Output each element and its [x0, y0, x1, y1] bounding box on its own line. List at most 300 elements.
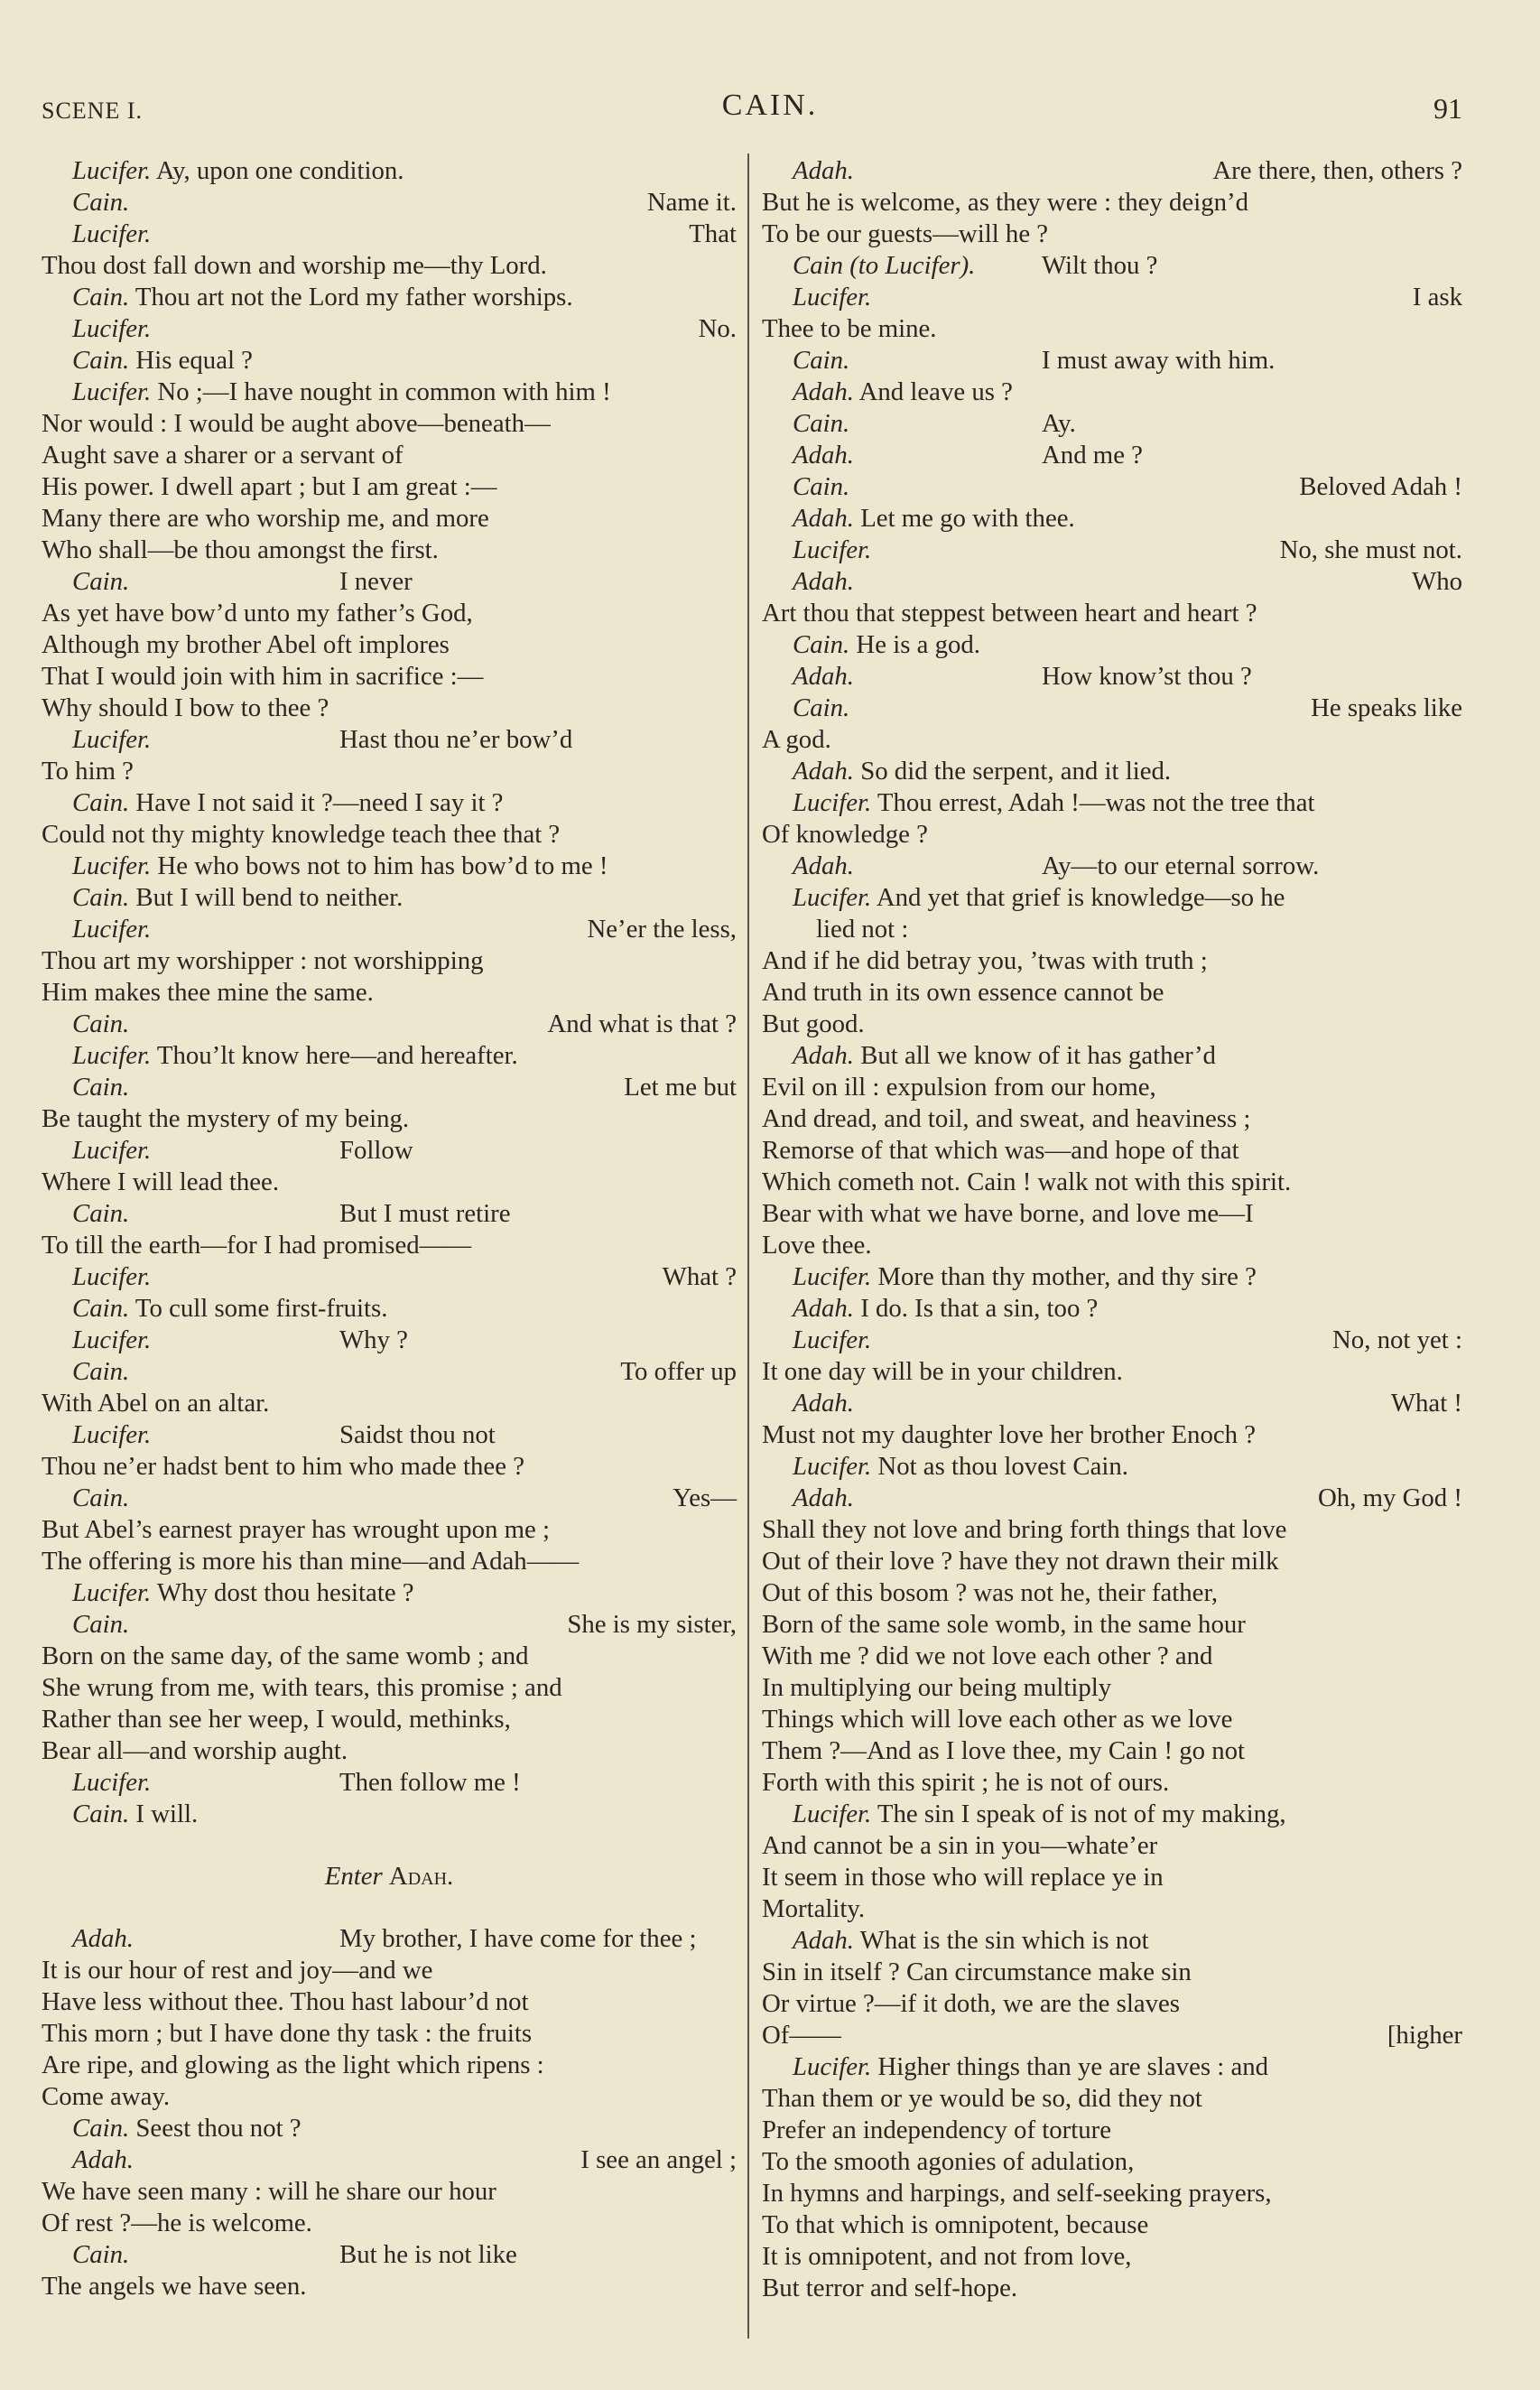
verse-text: What is the sin which is not: [854, 1926, 1149, 1955]
verse-line: [762, 2273, 1462, 2304]
verse-line: [42, 787, 737, 819]
verse-line: [762, 2241, 1462, 2273]
verse-text: Of knowledge ?: [762, 820, 928, 849]
verse-line: [762, 1230, 1462, 1261]
verse-text: And cannot be a sin in you—whate’er: [762, 1831, 1158, 1860]
speaker-name: Cain.: [72, 1799, 130, 1828]
verse-line: [42, 2176, 737, 2208]
verse-text: Which cometh not. Cain ! walk not with this spirit.: [762, 1167, 1292, 1196]
verse-text: Thee to be mine.: [762, 314, 937, 343]
page-title: CAIN.: [721, 88, 819, 122]
verse-text: Have less without thee. Thou hast labour’d not: [42, 1987, 529, 2016]
verse-line: [762, 851, 1462, 882]
verse-line: [42, 1609, 737, 1641]
verse-line: [762, 629, 1462, 661]
speaker-name: Lucifer.: [72, 1041, 152, 1070]
verse-text: Are ripe, and glowing as the light which ripens :: [42, 2051, 544, 2079]
verse-text: Prefer an independency of torture: [762, 2116, 1111, 2144]
speaker-name: Lucifer.: [72, 314, 152, 343]
verse-line: [42, 819, 737, 851]
speaker-name: Adah.: [793, 1483, 854, 1512]
verse-line: [42, 1641, 737, 1672]
verse-line: [42, 2018, 737, 2050]
verse-line: [762, 1103, 1462, 1135]
verse-text: The angels we have seen.: [42, 2272, 307, 2301]
verse-line: [42, 1986, 737, 2018]
verse-text: He who bows not to him has bow’d to me !: [151, 851, 608, 880]
speaker-name: Cain.: [72, 1199, 130, 1228]
speaker-name: Cain.: [72, 1294, 130, 1323]
verse-text-continued: Follow: [339, 1136, 413, 1165]
verse-text: To the smooth agonies of adulation,: [762, 2147, 1135, 2176]
page-number: 91: [1433, 92, 1462, 125]
verse-line: [762, 1609, 1462, 1641]
verse-text: Nor would : I would be aught above—beneath—: [42, 409, 551, 438]
verse-text-continued: My brother, I have come for thee ;: [339, 1924, 697, 1953]
verse-line: [762, 1830, 1462, 1862]
verse-line: [42, 2208, 737, 2239]
verse-text: I will.: [129, 1799, 199, 1828]
verse-line: [762, 187, 1462, 219]
verse-line: [762, 282, 1462, 313]
speaker-name: Lucifer.: [72, 156, 152, 185]
verse-line: [42, 440, 737, 471]
verse-text: She wrung from me, with tears, this promise ; and: [42, 1673, 562, 1702]
verse-line: [762, 1514, 1462, 1546]
verse-line: [42, 471, 737, 503]
verse-text: Seest thou not ?: [129, 2114, 302, 2143]
verse-line: [762, 693, 1462, 724]
verse-line: [42, 1388, 737, 1419]
verse-text-continued: Then follow me !: [339, 1768, 521, 1797]
verse-line: [762, 250, 1462, 282]
stage-verb: Enter: [324, 1862, 383, 1891]
speaker-name: Lucifer.: [72, 915, 152, 944]
verse-line: [42, 1072, 737, 1103]
speaker-name: Lucifer.: [72, 1578, 152, 1607]
verse-line: [762, 155, 1462, 187]
verse-line: [762, 1356, 1462, 1388]
verse-text: Where I will lead thee.: [42, 1167, 280, 1196]
speaker-name: Adah.: [72, 2145, 134, 2174]
verse-line: [762, 1988, 1462, 2020]
speaker-name: Cain.: [793, 472, 850, 501]
speaker-name: Cain.: [72, 188, 130, 217]
verse-text-continued: No, not yet :: [1332, 1325, 1462, 1354]
verse-text: It seem in those who will replace ye in: [762, 1863, 1164, 1892]
verse-line: [42, 1955, 737, 1986]
verse-text: Born of the same sole womb, in the same hour: [762, 1610, 1246, 1639]
verse-line: [762, 724, 1462, 756]
verse-line: [762, 1577, 1462, 1609]
verse-text: Remorse of that which was—and hope of that: [762, 1136, 1239, 1165]
verse-text: Must not my daughter love her brother Enoch ?: [762, 1420, 1257, 1449]
speaker-name: Cain.: [793, 409, 850, 438]
verse-line: [42, 1261, 737, 1293]
speaker-name: Cain.: [72, 883, 130, 912]
verse-line: [42, 1514, 737, 1546]
speaker-name: Adah.: [793, 851, 854, 880]
verse-text: Shall they not love and bring forth things that love: [762, 1515, 1287, 1544]
speaker-name: Lucifer.: [793, 1452, 872, 1481]
verse-line: [42, 155, 737, 187]
verse-text: Born on the same day, of the same womb ; and: [42, 1641, 529, 1670]
verse-line: [42, 1577, 737, 1609]
verse-line: [42, 882, 737, 914]
verse-text: Thou art my worshipper : not worshipping: [42, 946, 484, 975]
speaker-name: Adah.: [793, 1389, 854, 1418]
verse-line: [42, 1799, 737, 1830]
verse-line: [42, 693, 737, 724]
verse-line: [762, 313, 1462, 345]
verse-text-continued: He speaks like: [1311, 693, 1462, 722]
verse-text: So did the serpent, and it lied.: [854, 757, 1172, 786]
verse-line: [762, 945, 1462, 977]
verse-line: [42, 313, 737, 345]
verse-line: [762, 377, 1462, 408]
verse-line: [42, 977, 737, 1009]
verse-line: [762, 1167, 1462, 1198]
verse-line: [42, 2050, 737, 2081]
verse-line: [762, 977, 1462, 1009]
speaker-name: Cain (to Lucifer).: [793, 251, 976, 280]
verse-text: Why should I bow to thee ?: [42, 693, 329, 722]
verse-text: Thou’lt know here—and hereafter.: [151, 1041, 518, 1070]
verse-text-continued: How know’st thou ?: [1042, 662, 1252, 691]
verse-text: Although my brother Abel oft implores: [42, 630, 450, 659]
verse-line: [762, 2083, 1462, 2115]
verse-line: [42, 566, 737, 598]
verse-line: [762, 1483, 1462, 1514]
verse-text-continued: No.: [698, 314, 737, 343]
verse-line: [762, 1546, 1462, 1577]
verse-line: [762, 882, 1462, 914]
column-divider: [747, 153, 749, 2339]
verse-text-continued: That: [689, 219, 737, 248]
spacer: [42, 1892, 737, 1923]
verse-line: [762, 219, 1462, 250]
verse-text: Many there are who worship me, and more: [42, 504, 489, 533]
verse-text: Out of their love ? have they not drawn their milk: [762, 1547, 1279, 1576]
verse-line: [762, 1135, 1462, 1167]
verse-line: [762, 1040, 1462, 1072]
verse-line: [42, 503, 737, 535]
verse-text: And leave us ?: [854, 377, 1013, 406]
verse-line: [42, 1419, 737, 1451]
verse-line: [762, 2051, 1462, 2083]
verse-line: [42, 724, 737, 756]
verse-line: [762, 1009, 1462, 1040]
verse-text: To cull some first-fruits.: [129, 1294, 388, 1323]
speaker-name: Adah.: [793, 662, 854, 691]
verse-line: [762, 2178, 1462, 2209]
verse-text: But I will bend to neither.: [129, 883, 404, 912]
verse-text: The sin I speak of is not of my making,: [871, 1799, 1286, 1828]
verse-line: [762, 1293, 1462, 1325]
speaker-name: Cain.: [72, 1610, 130, 1639]
speaker-name: Lucifer.: [72, 851, 152, 880]
verse-text-continued: Ay.: [1042, 409, 1076, 438]
verse-text-continued: Saidst thou not: [339, 1420, 496, 1449]
verse-text: In multiplying our being multiply: [762, 1673, 1112, 1702]
verse-line: [42, 282, 737, 313]
verse-text: To that which is omnipotent, because: [762, 2210, 1149, 2239]
verse-text: Evil on ill : expulsion from our home,: [762, 1073, 1156, 1102]
verse-line: [762, 408, 1462, 440]
verse-line: [42, 535, 737, 566]
verse-line: [762, 566, 1462, 598]
verse-line: [762, 2209, 1462, 2241]
speaker-name: Cain.: [72, 283, 130, 312]
verse-line: [42, 1040, 737, 1072]
speaker-name: Adah.: [793, 1926, 854, 1955]
verse-text-continued: Name it.: [646, 188, 737, 217]
speaker-name: Lucifer.: [793, 883, 872, 912]
verse-text: To him ?: [42, 757, 134, 786]
verse-line: [762, 440, 1462, 471]
speaker-name: Cain.: [72, 1009, 130, 1038]
verse-line: [42, 1230, 737, 1261]
verse-text: I do. Is that a sin, too ?: [854, 1294, 1099, 1323]
verse-text-continued: Ne’er the less,: [587, 915, 737, 944]
verse-text-continued: I see an angel ;: [580, 2145, 737, 2174]
verse-text: Bear with what we have borne, and love me—I: [762, 1199, 1254, 1228]
verse-text-continued: No, she must not.: [1279, 535, 1462, 564]
verse-line: [42, 1451, 737, 1483]
speaker-name: Lucifer.: [72, 1262, 152, 1291]
verse-line: [762, 1072, 1462, 1103]
verse-text: Thou errest, Adah !—was not the tree that: [871, 788, 1315, 817]
verse-line: [42, 945, 737, 977]
speaker-name: Lucifer.: [793, 788, 872, 817]
verse-text-continued: Beloved Adah !: [1299, 472, 1462, 501]
verse-text: As yet have bow’d unto my father’s God,: [42, 599, 473, 628]
verse-text: This morn ; but I have done thy task : the fruits: [42, 2019, 533, 2048]
verse-line: [762, 1419, 1462, 1451]
speaker-name: Lucifer.: [793, 535, 872, 564]
verse-text-continued: I never: [339, 567, 413, 596]
verse-text: Or virtue ?—if it doth, we are the slaves: [762, 1989, 1180, 2018]
verse-text: No ;—I have nought in common with him !: [151, 377, 611, 406]
verse-text: lied not :: [816, 915, 909, 944]
verse-line: [42, 1546, 737, 1577]
verse-text-continued: [higher: [1387, 2021, 1462, 2050]
verse-text-continued: What !: [1390, 1389, 1462, 1418]
verse-line: [42, 1009, 737, 1040]
verse-line: [762, 2115, 1462, 2146]
speaker-name: Adah.: [793, 156, 854, 185]
verse-text: Of——: [762, 2021, 841, 2050]
speaker-name: Lucifer.: [72, 1768, 152, 1797]
verse-line: [762, 471, 1462, 503]
verse-line: [762, 1672, 1462, 1704]
verse-text: Out of this bosom ? was not he, their father,: [762, 1578, 1219, 1607]
verse-text: It is our hour of rest and joy—and we: [42, 1956, 433, 1985]
verse-text: And if he did betray you, ’twas with truth ;: [762, 946, 1208, 975]
verse-text-continued: She is my sister,: [567, 1610, 737, 1639]
verse-text: And yet that grief is knowledge—so he: [871, 883, 1285, 912]
verse-text-continued: I ask: [1412, 283, 1462, 312]
verse-text: But good.: [762, 1009, 865, 1038]
verse-text: Higher things than ye are slaves : and: [871, 2052, 1269, 2081]
verse-text: Come away.: [42, 2082, 171, 2111]
verse-line: [762, 1261, 1462, 1293]
speaker-name: Adah.: [793, 567, 854, 596]
verse-text: Of rest ?—he is welcome.: [42, 2209, 312, 2237]
stage-direction: [42, 1861, 737, 1892]
verse-text-continued: Are there, then, others ?: [1212, 156, 1462, 185]
verse-line: [42, 219, 737, 250]
speaker-name: Adah.: [793, 1294, 854, 1323]
speaker-name: Lucifer.: [72, 1325, 152, 1354]
verse-text-continued: Hast thou ne’er bow’d: [339, 725, 573, 754]
verse-text: Not as thou lovest Cain.: [871, 1452, 1128, 1481]
verse-text: Have I not said it ?—need I say it ?: [129, 788, 504, 817]
verse-line: [762, 1451, 1462, 1483]
verse-text: But all we know of it has gather’d: [854, 1041, 1216, 1070]
speaker-name: Cain.: [72, 346, 130, 375]
speaker-name: Adah.: [793, 504, 854, 533]
verse-text: Art thou that steppest between heart and heart ?: [762, 599, 1257, 628]
speaker-name: Adah.: [793, 377, 854, 406]
verse-line: [42, 629, 737, 661]
verse-line: [42, 377, 737, 408]
verse-text-continued: But I must retire: [339, 1199, 511, 1228]
verse-line: [42, 598, 737, 629]
verse-line: [762, 1641, 1462, 1672]
stage-name: Adah.: [388, 1862, 454, 1891]
verse-line: [762, 535, 1462, 566]
verse-line: [42, 914, 737, 945]
verse-line: [762, 1704, 1462, 1735]
verse-text-continued: But he is not like: [339, 2240, 517, 2269]
verse-line: [42, 1923, 737, 1955]
verse-text: A god.: [762, 725, 831, 754]
speaker-name: Lucifer.: [72, 219, 152, 248]
speaker-name: Lucifer.: [793, 1325, 872, 1354]
verse-line: [42, 1356, 737, 1388]
verse-line: [762, 345, 1462, 377]
running-header: [0, 88, 1540, 134]
verse-line: [42, 345, 737, 377]
verse-line: [762, 1325, 1462, 1356]
verse-line: [762, 661, 1462, 693]
left-column: [42, 155, 737, 2302]
verse-text: Rather than see her weep, I would, methinks,: [42, 1705, 511, 1734]
verse-text: Thou art not the Lord my father worships.: [129, 283, 573, 312]
verse-line: [762, 1767, 1462, 1799]
verse-text-continued: And me ?: [1042, 441, 1143, 470]
verse-text: Than them or ye would be so, did they not: [762, 2084, 1202, 2113]
verse-text: But terror and self-hope.: [762, 2274, 1018, 2302]
verse-line: [762, 2146, 1462, 2178]
verse-line: [42, 851, 737, 882]
verse-line: [42, 1325, 737, 1356]
verse-line: [42, 1704, 737, 1735]
verse-text: To be our guests—will he ?: [762, 219, 1049, 248]
verse-text: Why dost thou hesitate ?: [151, 1578, 414, 1607]
verse-line: [762, 1862, 1462, 1893]
verse-line: [42, 250, 737, 282]
speaker-name: Cain.: [72, 788, 130, 817]
speaker-name: Adah.: [793, 1041, 854, 1070]
verse-line: [42, 1735, 737, 1767]
verse-line: [42, 2113, 737, 2144]
verse-line: [762, 1957, 1462, 1988]
speaker-name: Lucifer.: [72, 377, 152, 406]
verse-text-continued: Let me but: [624, 1073, 737, 1102]
speaker-name: Lucifer.: [793, 1262, 872, 1291]
speaker-name: Lucifer.: [793, 1799, 872, 1828]
verse-text: It is omnipotent, and not from love,: [762, 2242, 1132, 2271]
verse-text: The offering is more his than mine—and Adah——: [42, 1547, 580, 1576]
speaker-name: Cain.: [793, 693, 850, 722]
verse-text: Forth with this spirit ; he is not of ours.: [762, 1768, 1170, 1797]
speaker-name: Lucifer.: [793, 283, 872, 312]
verse-text-continued: Why ?: [339, 1325, 408, 1354]
verse-line: [42, 1167, 737, 1198]
verse-text: But Abel’s earnest prayer has wrought upon me ;: [42, 1515, 551, 1544]
spacer: [42, 1830, 737, 1861]
verse-text: His power. I dwell apart ; but I am great :—: [42, 472, 497, 501]
verse-text-continued: Ay—to our eternal sorrow.: [1042, 851, 1320, 880]
verse-text: Them ?—And as I love thee, my Cain ! go not: [762, 1736, 1246, 1765]
verse-text: Let me go with thee.: [854, 504, 1075, 533]
verse-text: Mortality.: [762, 1894, 866, 1923]
verse-text: With Abel on an altar.: [42, 1389, 270, 1418]
verse-text: Be taught the mystery of my being.: [42, 1104, 410, 1133]
verse-text: In hymns and harpings, and self-seeking prayers,: [762, 2179, 1272, 2208]
verse-text: Love thee.: [762, 1231, 872, 1260]
verse-line: [762, 787, 1462, 819]
verse-text-continued: Who: [1412, 567, 1462, 596]
verse-line: [762, 1925, 1462, 1957]
verse-text: He is a god.: [849, 630, 980, 659]
speaker-name: Lucifer.: [72, 1420, 152, 1449]
speaker-name: Lucifer.: [793, 2052, 872, 2081]
speaker-name: Cain.: [72, 2240, 130, 2269]
verse-text: Him makes thee mine the same.: [42, 978, 374, 1007]
verse-line: [42, 2239, 737, 2271]
speaker-name: Lucifer.: [72, 1136, 152, 1165]
verse-text: Thou ne’er hadst bent to him who made thee ?: [42, 1452, 524, 1481]
verse-text: With me ? did we not love each other ? and: [762, 1641, 1213, 1670]
verse-text: Bear all—and worship aught.: [42, 1736, 348, 1765]
verse-line: [42, 1293, 737, 1325]
verse-line: [762, 1198, 1462, 1230]
verse-line: [42, 2081, 737, 2113]
verse-line: [42, 1672, 737, 1704]
verse-text-continued: Oh, my God !: [1318, 1483, 1462, 1512]
verse-line: [42, 1483, 737, 1514]
speaker-name: Cain.: [72, 2114, 130, 2143]
verse-text: More than thy mother, and thy sire ?: [871, 1262, 1257, 1291]
right-column: [762, 155, 1462, 2304]
verse-text: Could not thy mighty knowledge teach thee that ?: [42, 820, 561, 849]
verse-text: That I would join with him in sacrifice :—: [42, 662, 484, 691]
verse-text-continued: Wilt thou ?: [1042, 251, 1158, 280]
verse-text: Sin in itself ? Can circumstance make sin: [762, 1958, 1192, 1986]
verse-line: [762, 914, 1462, 945]
verse-text: And truth in its own essence cannot be: [762, 978, 1164, 1007]
verse-line: [762, 598, 1462, 629]
speaker-name: Cain.: [72, 1073, 130, 1102]
verse-text: Who shall—be thou amongst the first.: [42, 535, 439, 564]
speaker-name: Cain.: [793, 630, 850, 659]
verse-text-continued: Yes—: [673, 1483, 737, 1512]
speaker-name: Cain.: [72, 1483, 130, 1512]
verse-line: [42, 1103, 737, 1135]
